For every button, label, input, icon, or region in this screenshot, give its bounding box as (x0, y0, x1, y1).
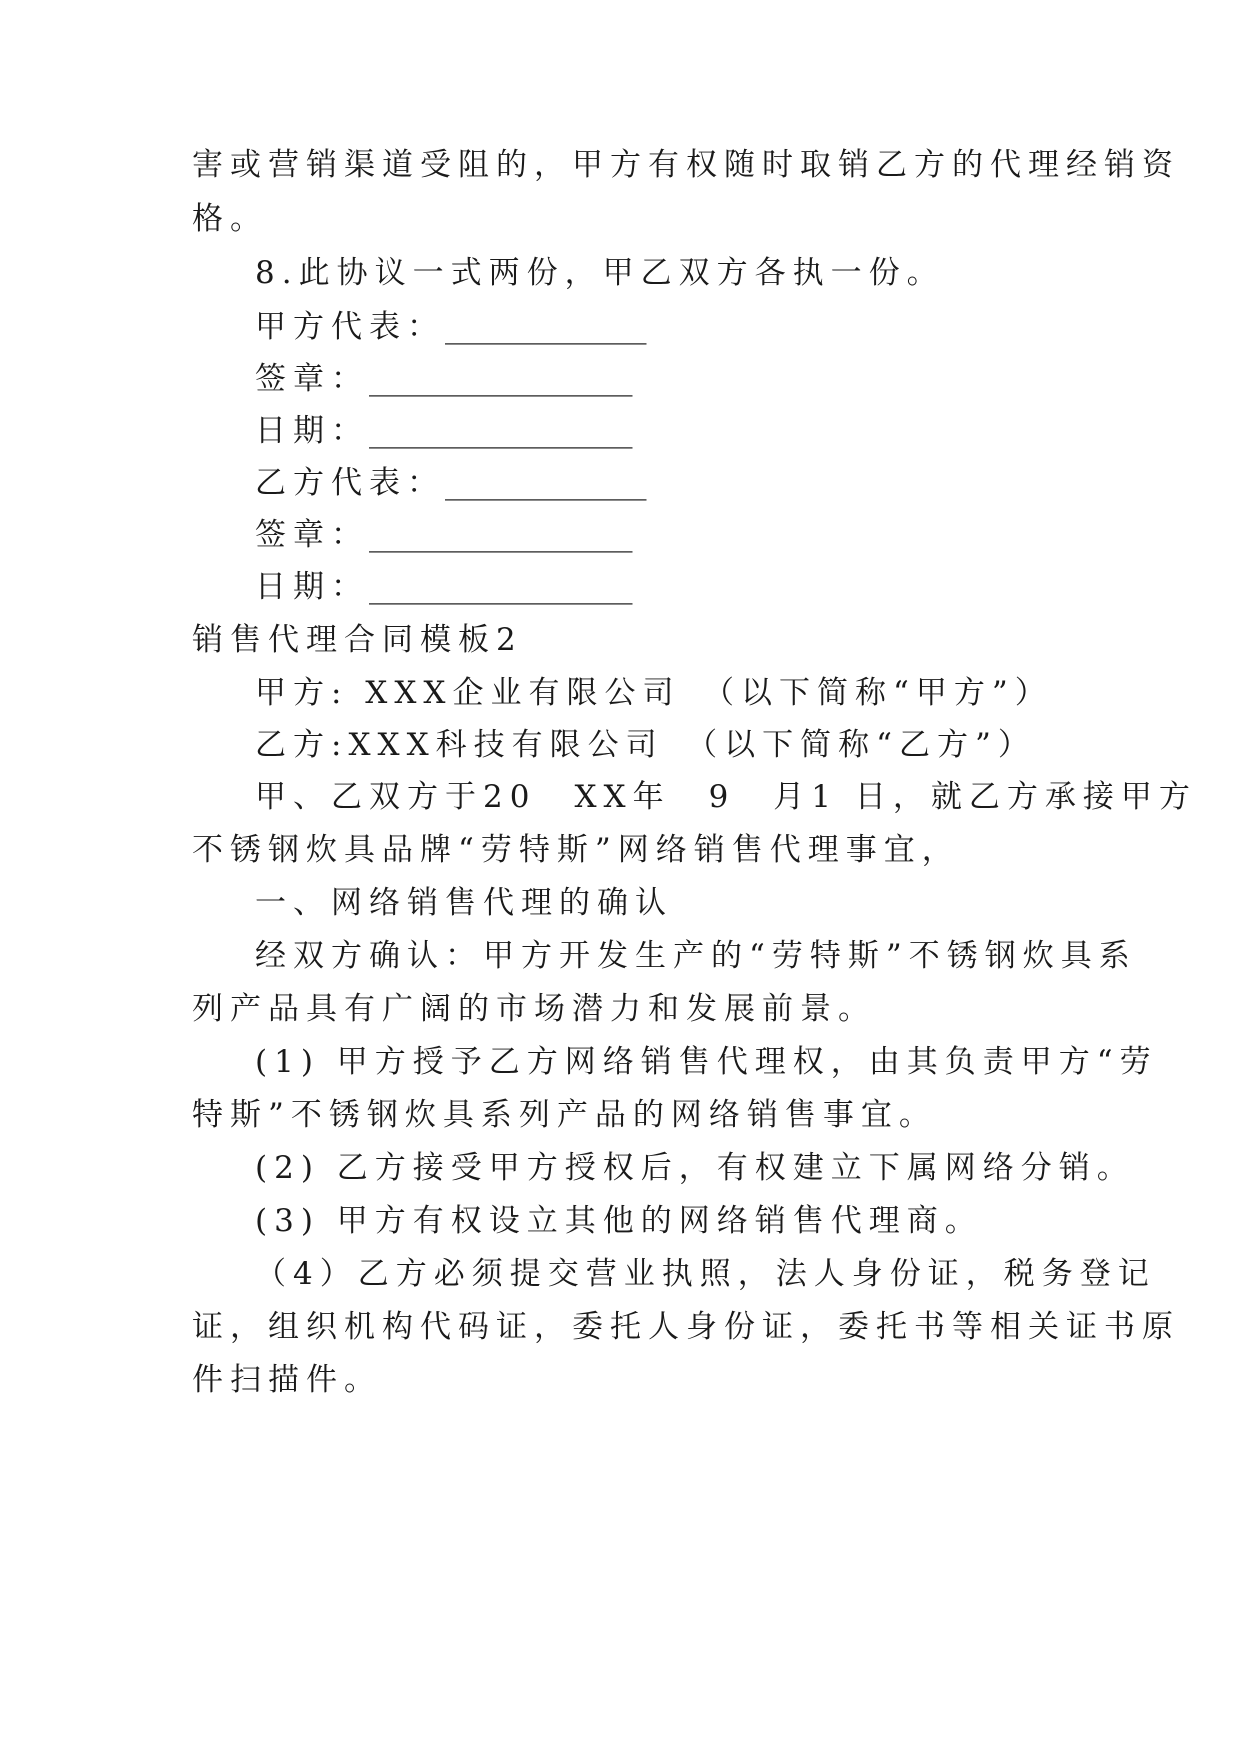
field-label: 日期： (255, 569, 369, 605)
party-b-line: 乙方:XXX科技有限公司 （以下简称“乙方”） (255, 727, 1036, 763)
clause-item-2: (2) 乙方接受甲方授权后，有权建立下属网络分销。 (255, 1150, 1135, 1186)
paragraph-line: 列产品具有广阔的市场潜力和发展前景。 (192, 991, 876, 1027)
signature-blank: _________________ (369, 569, 633, 605)
party-b-seal-field (255, 506, 633, 564)
paragraph-line: 8.此协议一式两份，甲乙双方各执一份。 (255, 255, 945, 291)
signature-blank: _________________ (369, 361, 633, 397)
field-label: 乙方代表： (255, 465, 445, 501)
signature-blank: _____________ (445, 309, 647, 345)
clause-item-3: (3) 甲方有权设立其他的网络销售代理商。 (255, 1203, 983, 1239)
party-b-representative-field (255, 454, 647, 512)
party-a-date-field (255, 402, 633, 460)
paragraph-line: 件扫描件。 (192, 1362, 382, 1398)
field-label: 甲方代表： (255, 309, 445, 345)
field-label: 签章： (255, 517, 369, 553)
clause-item-4: （4）乙方必须提交营业执照，法人身份证，税务登记 (255, 1256, 1156, 1292)
paragraph-line: 特斯”不锈钢炊具系列产品的网络销售事宜。 (192, 1097, 937, 1133)
field-label: 日期： (255, 413, 369, 449)
party-a-seal-field (255, 350, 633, 408)
signature-blank: _____________ (445, 465, 647, 501)
field-label: 签章： (255, 361, 369, 397)
section-title: 销售代理合同模板2 (192, 622, 523, 658)
signature-blank: _________________ (369, 517, 633, 553)
paragraph-line: 经双方确认：甲方开发生产的“劳特斯”不锈钢炊具系 (255, 938, 1137, 974)
signature-blank: _________________ (369, 413, 633, 449)
paragraph-line: 格。 (192, 201, 268, 237)
paragraph-line: 证，组织机构代码证，委托人身份证，委托书等相关证书原 (192, 1309, 1180, 1345)
clause-heading: 一、网络销售代理的确认 (255, 885, 673, 921)
paragraph-line: 不锈钢炊具品牌“劳特斯”网络销售代理事宜， (192, 832, 960, 868)
paragraph-line: 甲、乙双方于20 XX年 9 月1 日，就乙方承接甲方 (255, 779, 1197, 815)
party-a-line: 甲方: XXX企业有限公司 （以下简称“甲方”） (255, 675, 1053, 711)
party-a-representative-field (255, 298, 647, 356)
party-b-date-field (255, 558, 633, 616)
paragraph-line: 害或营销渠道受阻的，甲方有权随时取销乙方的代理经销资 (192, 147, 1180, 183)
clause-item-1: (1) 甲方授予乙方网络销售代理权，由其负责甲方“劳 (255, 1044, 1158, 1080)
